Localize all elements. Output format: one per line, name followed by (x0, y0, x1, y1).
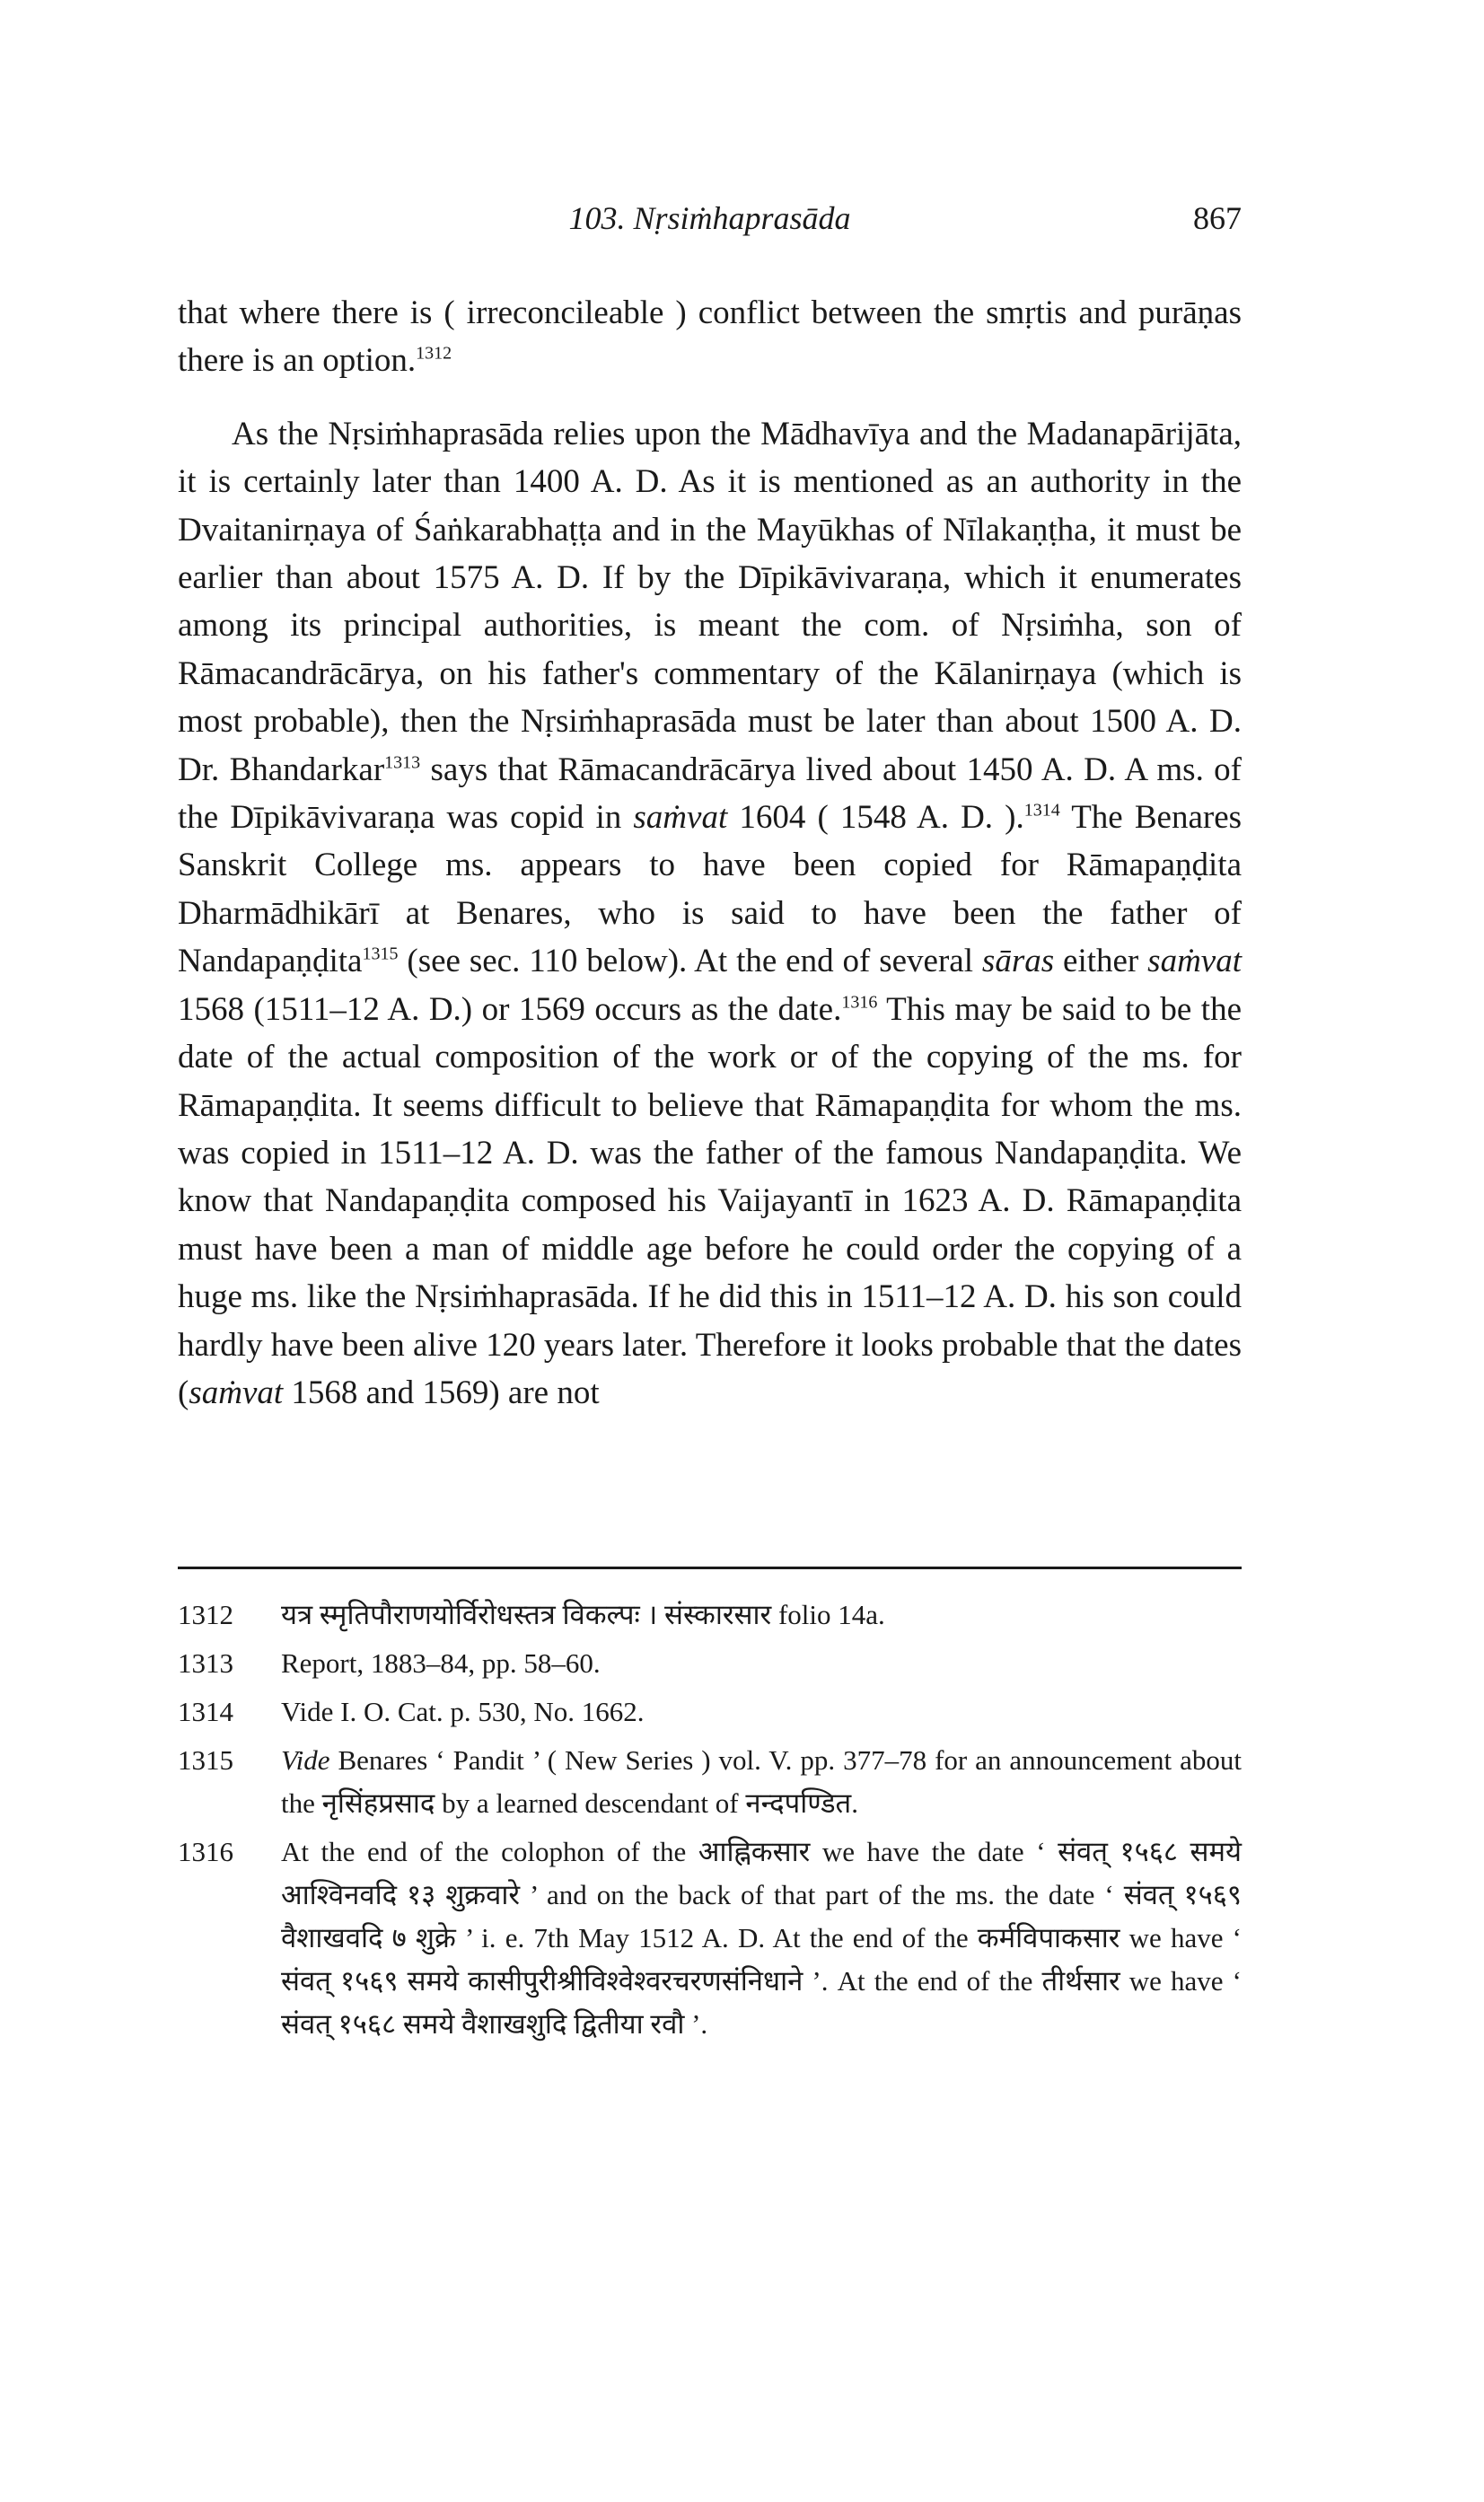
samvat-term-3: saṁvat (189, 1374, 284, 1411)
paragraph-2-text-d: The Benares Sanskrit College ms. appears to have been copied for Rāmapaṇḍita Dharmādhikārī at Benares, who is said to have been the father of Nandapaṇḍita (178, 799, 1243, 980)
footnote-number: 1315 (178, 1744, 233, 1776)
footnote-ref-1315: 1315 (362, 944, 399, 964)
paragraph-1-text: that where there is ( irreconcileable ) conflict between the smṛtis and purāṇas there is an option. (178, 294, 1242, 380)
footnote-ref-1316: 1316 (841, 992, 878, 1013)
paragraph-2 (178, 410, 1242, 1418)
footnote-text-wrap (281, 1739, 1242, 1825)
footnote-1312 (178, 1593, 1242, 1637)
footnote-vide: Vide (281, 1744, 330, 1776)
footnote-1315 (178, 1739, 1242, 1825)
footnote-text: यत्र स्मृतिपौराणयोर्विरोधस्तत्र विकल्पः । संस्कारसार folio 14a. (281, 1599, 885, 1630)
paragraph-2-text-a: As the Nṛsiṁhaprasāda relies upon the Mādhavīya and the Madanapārijāta, it is certainly later than 1400 A. D. As it is mentioned as an authority in the Dvaitanirṇaya of Śaṅkarabhaṭṭa and in the Mayūkhas of Nīlakaṇṭha, it must be earlier than about 1575 A. D. If by the Dīpikāvivaraṇa, which it enumerates among its principal authorities, is meant the com. of Nṛsiṁha, son of Rāmacandrācārya, on his father's commentary of the Kālanirṇaya (which is most probable), then the Nṛsiṁhaprasāda must be later than about 1500 A. D. Dr. Bhandarkar (178, 415, 1242, 788)
footnote-text: At the end of the colophon of the आह्निकसार we have the date ‘ संवत् १५६८ समये आश्विनवदि १३ शुक्रवारे ’ and on the back of that part of the ms. the date ‘ संवत् १५६९ वैशाखवदि ७ शुक्रे ’ i. e. 7th May 1512 A. D. At the end of the कर्मविपाकसार we have ‘ संवत् १५६९ समये कासीपुरीश्रीविश्वेश्वरचरणसंनिधाने ’. At the end of the तीर्थसार we have ‘ संवत् १५६८ समये वैशाखशुदि द्वितीया रवौ ’. (281, 1836, 1242, 2040)
paragraph-2-text-c: 1604 ( 1548 A. D. ). (727, 799, 1024, 837)
paragraph-2-text-i: 1568 and 1569) are not (283, 1374, 600, 1411)
footnote-1316 (178, 1830, 1242, 2046)
paragraph-2-text-e: (see sec. 110 below). At the end of several (398, 943, 982, 980)
samvat-term-1: saṁvat (633, 799, 728, 837)
paragraph-2-text-h: This may be said to be the date of the actual composition of the work or of the copying of the ms. for Rāmapaṇḍita. It seems difficult to believe that Rāmapaṇḍita for whom the ms. was copied in 1511–12 A. D. was the father of the famous Nandapaṇḍita. We know that Nandapaṇḍita composed his Vaijayantī in 1623 A. D. Rāmapaṇḍita must have been a man of middle age before he could order the copying of a huge ms. like the Nṛsiṁhaprasāda. If he did this in 1511–12 A. D. his son could hardly have been alive 120 years later. Therefore it looks probable that the dates ( (178, 990, 1242, 1411)
main-text (178, 289, 1242, 1417)
footnote-text: Vide I. O. Cat. p. 530, No. 1662. (281, 1696, 645, 1727)
footnotes (178, 1593, 1242, 2051)
samvat-term-2: saṁvat (1147, 943, 1242, 980)
footnote-number: 1314 (178, 1696, 233, 1727)
paragraph-2-text-b: says that Rāmacandrācārya lived about 1450 A. D. A ms. of the Dīpikāvivaraṇa was copid in (178, 751, 1242, 837)
footnote-divider (178, 1567, 1242, 1569)
page-number: 867 (1193, 200, 1242, 236)
footnote-number: 1316 (178, 1836, 233, 1867)
footnote-text: Report, 1883–84, pp. 58–60. (281, 1647, 601, 1679)
footnote-text: Benares ‘ Pandit ’ ( New Series ) vol. V. pp. 377–78 for an announcement about the नृसिंहप्रसाद by a learned descendant of नन्दपण्डित. (281, 1744, 1242, 1819)
footnote-ref-1314: 1314 (1023, 800, 1060, 821)
footnote-number: 1312 (178, 1599, 233, 1630)
saras-term: sāras (981, 943, 1055, 980)
paragraph-2-text-f: either (1054, 943, 1148, 980)
footnote-ref-1312: 1312 (416, 344, 452, 364)
running-title: 103. Nṛsiṁhaprasāda (568, 200, 851, 236)
paragraph-1 (178, 289, 1242, 385)
footnote-1314 (178, 1690, 1242, 1734)
paragraph-2-text-g: 1568 (1511–12 A. D.) or 1569 occurs as the date. (178, 990, 842, 1028)
footnote-ref-1313: 1313 (384, 752, 421, 773)
page-header (178, 199, 1242, 253)
footnote-1313 (178, 1642, 1242, 1685)
footnote-number: 1313 (178, 1647, 233, 1679)
